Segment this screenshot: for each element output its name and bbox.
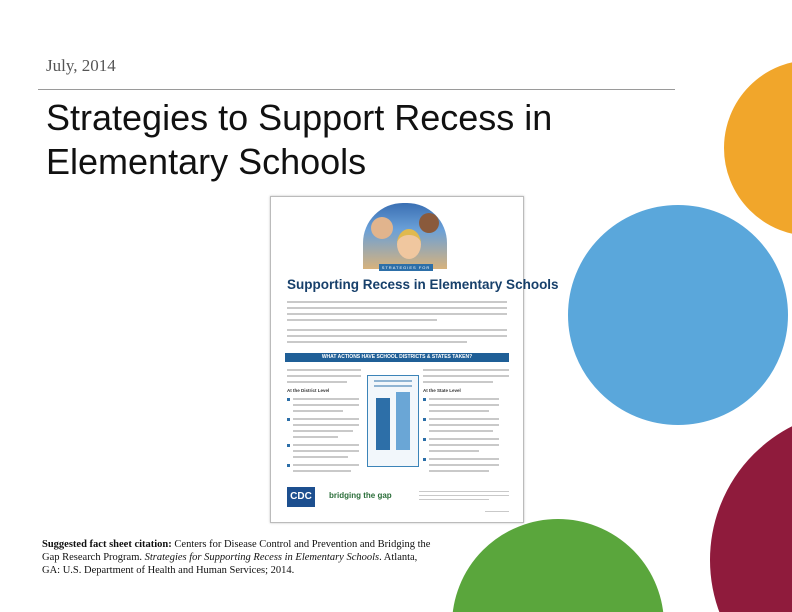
text-line [287, 329, 507, 331]
citation-text-2: . Atlanta, GA: U.S. Department of Health and Human Services; 2014. [42, 552, 418, 577]
figure-caption-line [374, 380, 412, 382]
text-line [293, 398, 359, 400]
citation-text-1: Centers for Disease Control and Prevention and Bridging the Gap Research Program. [42, 539, 431, 564]
cdc-logo: CDC [287, 487, 315, 507]
fact-sheet-thumbnail [270, 196, 559, 523]
bridging-the-gap-logo: bridging the gap [329, 491, 392, 500]
bullet [423, 418, 426, 421]
bullet [287, 464, 290, 467]
figure-bar [396, 392, 410, 450]
text-line [423, 369, 509, 371]
header-divider [38, 89, 675, 90]
text-line [419, 499, 489, 500]
orange-circle [722, 58, 792, 238]
text-line [293, 450, 359, 452]
citation [42, 538, 434, 578]
children-photo [363, 203, 447, 269]
citation-label: Suggested fact sheet citation: [42, 539, 172, 550]
text-line [287, 319, 437, 321]
text-line [485, 511, 509, 512]
text-line [293, 430, 353, 432]
figure-bar [376, 398, 390, 450]
text-line [287, 381, 347, 383]
child-figure [397, 229, 421, 259]
text-line [419, 495, 509, 496]
text-line [293, 436, 338, 438]
thumbnail-banner: STRATEGIES FOR [379, 264, 433, 271]
bullet [423, 438, 426, 441]
text-line [293, 444, 359, 446]
text-line [293, 410, 343, 412]
text-line [429, 458, 499, 460]
green-circle [450, 517, 666, 612]
text-line [287, 313, 507, 315]
text-line [287, 375, 361, 377]
text-line [293, 464, 359, 466]
text-line [423, 381, 493, 383]
text-line [429, 438, 499, 440]
blue-circle [566, 203, 790, 427]
state-subheading: At the State Level [423, 388, 461, 393]
child-figure [371, 217, 393, 239]
section-heading-bar: WHAT ACTIONS HAVE SCHOOL DISTRICTS & STATES TAKEN? [285, 353, 509, 362]
figure-caption-line [374, 385, 412, 387]
text-line [287, 369, 361, 371]
bullet [287, 444, 290, 447]
title-line-1: Strategies to Support Recess in [46, 97, 553, 138]
text-line [429, 430, 493, 432]
text-line [293, 424, 359, 426]
text-line [287, 341, 467, 343]
page-title [46, 96, 666, 184]
maroon-circle [708, 408, 792, 612]
thumbnail-title: Supporting Recess in Elementary Schools [287, 277, 559, 292]
text-line [429, 404, 499, 406]
text-line [429, 410, 489, 412]
bullet [423, 398, 426, 401]
child-figure [419, 213, 439, 233]
title-line-2: Elementary Schools [46, 141, 367, 182]
bullet [287, 398, 290, 401]
text-line [293, 456, 348, 458]
text-line [293, 418, 359, 420]
publication-date: July, 2014 [46, 56, 116, 75]
text-line [287, 301, 507, 303]
text-line [429, 464, 499, 466]
text-line [429, 470, 489, 472]
text-line [293, 470, 351, 472]
text-line [429, 450, 479, 452]
text-line [429, 424, 499, 426]
text-line [423, 375, 509, 377]
text-line [287, 335, 507, 337]
bullet [287, 418, 290, 421]
text-line [293, 404, 359, 406]
text-line [429, 398, 499, 400]
text-line [429, 418, 499, 420]
bullet [423, 458, 426, 461]
district-subheading: At the District Level [287, 388, 330, 393]
citation-title: Strategies for Supporting Recess in Elementary Schools [144, 552, 380, 564]
text-line [429, 444, 499, 446]
text-line [419, 491, 509, 492]
text-line [287, 307, 507, 309]
figure-box [367, 375, 419, 467]
